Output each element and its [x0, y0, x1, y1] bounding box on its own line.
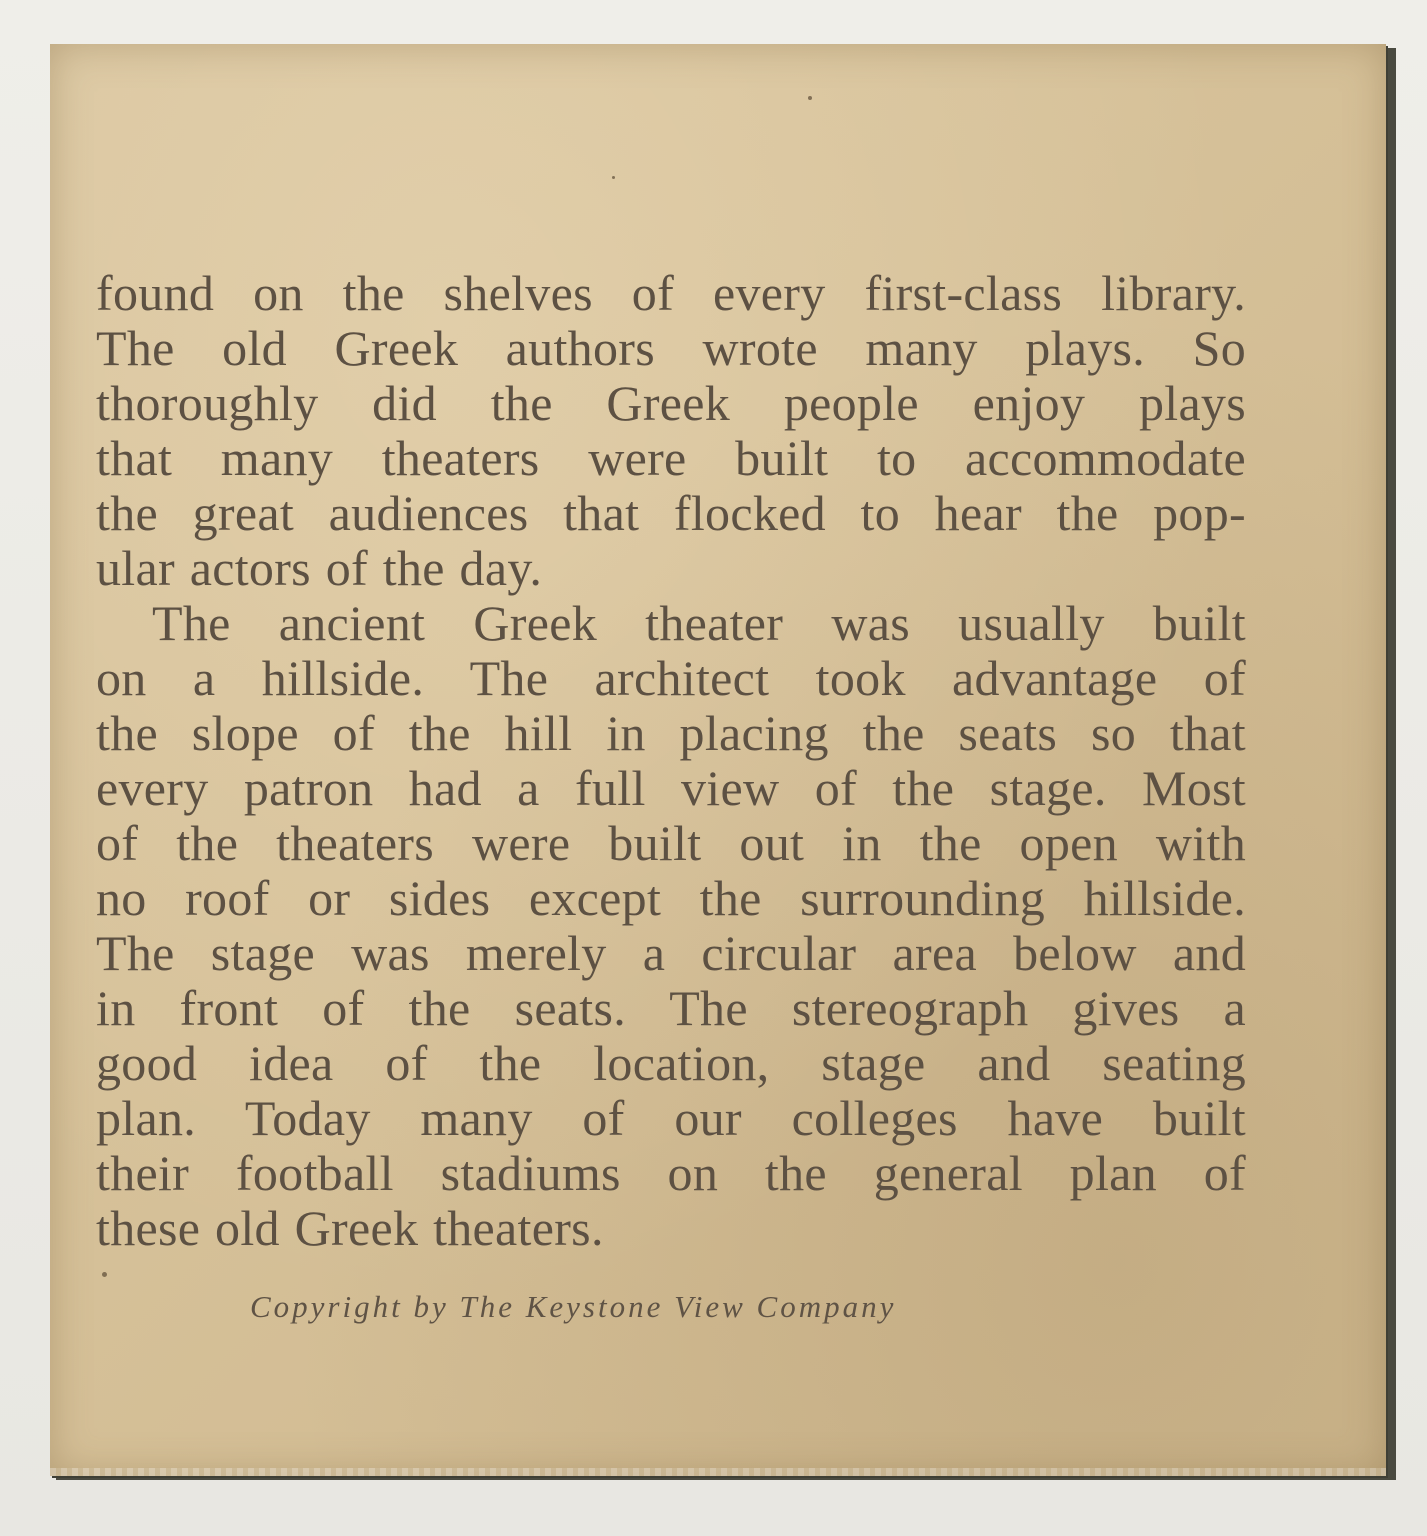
text-line: The ancient Greek theater was usually built: [152, 595, 1246, 651]
text-line: the slope of the hill in placing the seats so that: [96, 705, 1246, 761]
text-line: The stage was merely a circular area below and: [96, 925, 1246, 981]
stereograph-card-back: [50, 44, 1386, 1476]
text-line: no roof or sides except the surrounding hillside.: [96, 870, 1246, 926]
copyright-notice: Copyright by The Keystone View Company: [250, 1289, 897, 1324]
paragraph-2: [96, 596, 1246, 1256]
text-line: that many theaters were built to accommodate: [96, 430, 1246, 486]
text-line: of the theaters were built out in the open with: [96, 815, 1246, 871]
ink-speck: [808, 96, 812, 100]
ink-speck: [102, 1272, 107, 1277]
text-line: on a hillside. The architect took advantage of: [96, 650, 1246, 706]
text-line: The old Greek authors wrote many plays. So: [96, 320, 1246, 376]
text-line: found on the shelves of every first-class library.: [96, 265, 1246, 321]
body-text: [96, 266, 1246, 1256]
text-line: every patron had a full view of the stage. Most: [96, 760, 1246, 816]
text-line: good idea of the location, stage and seating: [96, 1035, 1246, 1091]
paragraph-1: [96, 266, 1246, 596]
text-line: thoroughly did the Greek people enjoy plays: [96, 375, 1246, 431]
text-line: the great audiences that flocked to hear the pop-: [96, 485, 1246, 541]
text-line: ular actors of the day.: [96, 540, 543, 596]
text-line: plan. Today many of our colleges have built: [96, 1090, 1246, 1146]
text-line: in front of the seats. The stereograph gives a: [96, 980, 1246, 1036]
text-line: their football stadiums on the general plan of: [96, 1145, 1246, 1201]
text-line: these old Greek theaters.: [96, 1200, 604, 1256]
ink-speck: [612, 176, 615, 179]
